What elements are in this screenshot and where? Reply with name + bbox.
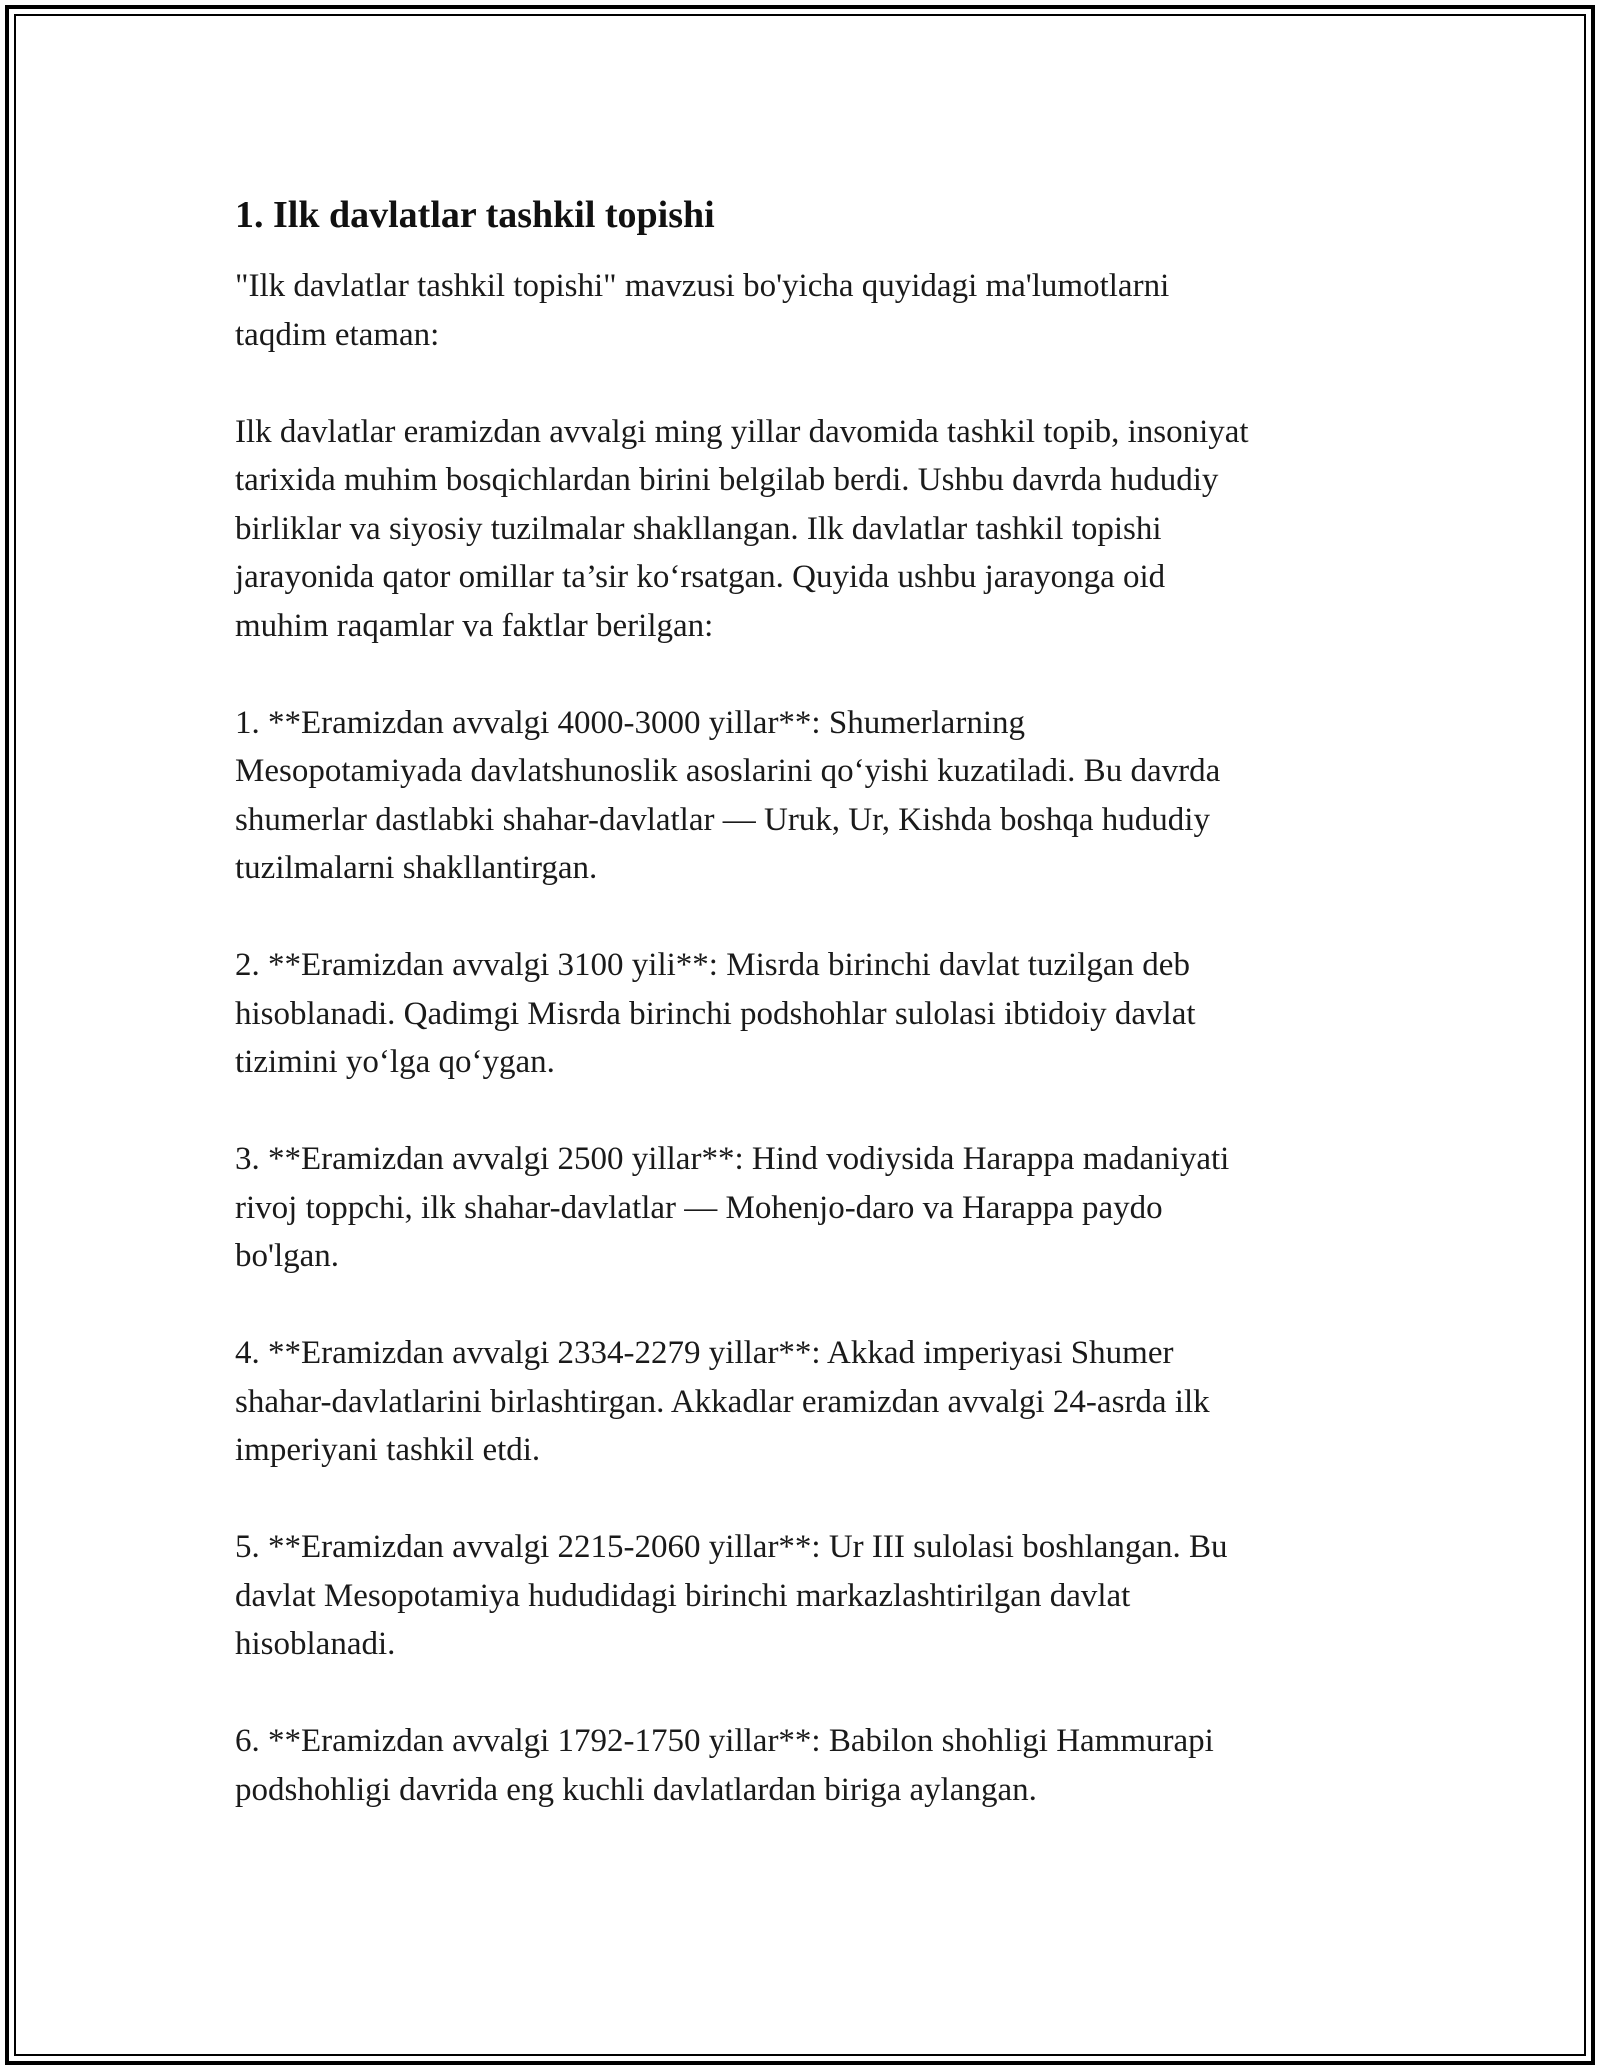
section-heading: 1. Ilk davlatlar tashkil topishi [235,194,715,236]
list-item-4: 4. **Eramizdan avvalgi 2334-2279 yillar**: Akkad imperiyasi Shumer shahar-davlatlarini birlashtirgan. Akkadlar eramizdan avvalgi 24-asrda ilk imperiyani tashkil etdi. [235,1335,1210,1468]
list-item-2: 2. **Eramizdan avvalgi 3100 yili**: Misrda birinchi davlat tuzilgan deb hisoblanadi. Qadimgi Misrda birinchi podshohlar sulolasi ibtidoiy davlat tizimini yo‘lga qo‘ygan. [235,947,1196,1080]
paragraph-spacer [235,1669,1365,1718]
intro-paragraph: "Ilk davlatlar tashkil topishi" mavzusi bo'yicha quyidagi ma'lumotlarni taqdim etaman: [235,268,1170,353]
list-item-1: 1. **Eramizdan avvalgi 4000-3000 yillar**: Shumerlarning Mesopotamiyada davlatshunoslik asoslarini qo‘yishi kuzatiladi. Bu davrda shumerlar dastlabki shahar-davlatlar — Uruk, Ur, Kishda boshqa hududiy tuzilmalarni shakllantirgan. [235,704,1221,886]
list-item-6: 6. **Eramizdan avvalgi 1792-1750 yillar**: Babilon shohligi Hammurapi podshohligi davrida eng kuchli davlatlardan biriga aylangan. [235,1723,1214,1808]
paragraph-spacer [235,1475,1365,1524]
paragraph-spacer [235,650,1365,699]
paragraph-spacer [235,1087,1365,1136]
list-item-3: 3. **Eramizdan avvalgi 2500 yillar**: Hind vodiysida Harappa madaniyati rivoj toppchi, ilk shahar-davlatlar — Mohenjo-daro va Harappa paydo bo'lgan. [235,1141,1230,1274]
document-body [235,188,1365,1814]
paragraph-spacer [235,1281,1365,1330]
paragraph-spacer [235,359,1365,408]
overview-paragraph: Ilk davlatlar eramizdan avvalgi ming yillar davomida tashkil topib, insoniyat tarixida muhim bosqichlardan birini belgilab berdi. Ushbu davrda hududiy birliklar va siyosiy tuzilmalar shakllangan. Ilk davlatlar tashkil topishi jarayonida qator omillar ta’sir ko‘rsatgan. Quyida ushbu jarayonga oid muhim raqamlar va faktlar berilgan: [235,413,1249,644]
list-item-5: 5. **Eramizdan avvalgi 2215-2060 yillar**: Ur III sulolasi boshlangan. Bu davlat Mesopotamiya hududidagi birinchi markazlashtirilgan davlat hisoblanadi. [235,1529,1228,1662]
paragraph-spacer [235,893,1365,942]
